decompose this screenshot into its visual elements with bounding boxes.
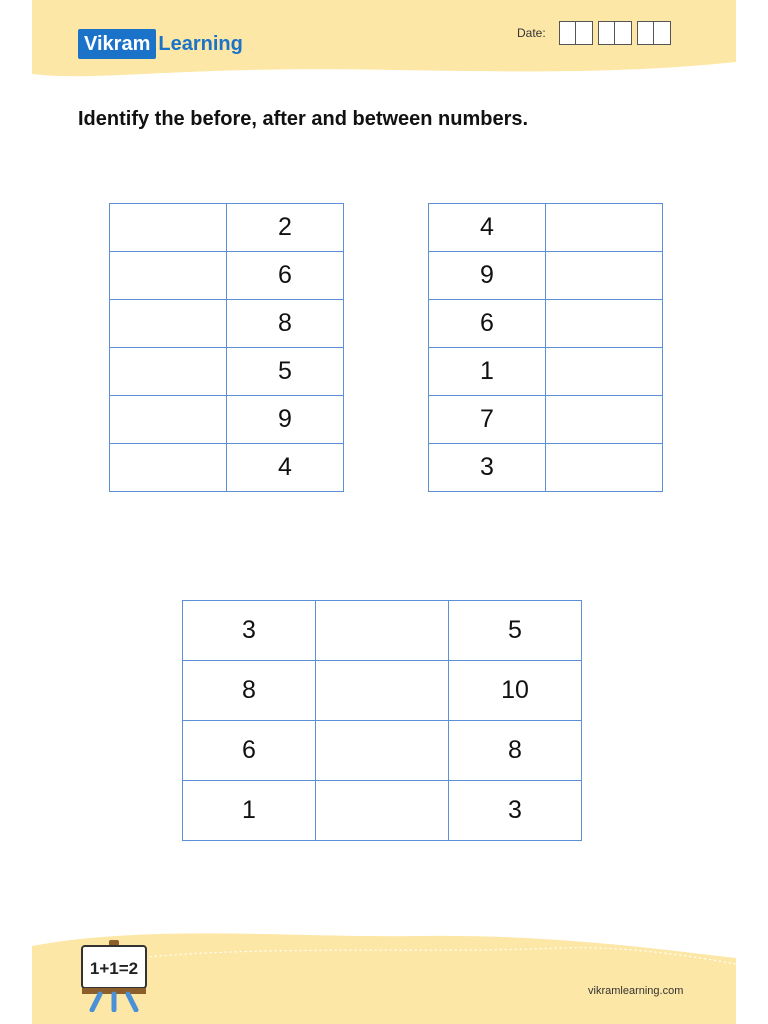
number-cell: 5 <box>449 601 582 661</box>
date-box[interactable] <box>575 21 593 45</box>
worksheet-title: Identify the before, after and between numbers. <box>78 108 529 130</box>
table-row <box>183 661 582 721</box>
answer-cell[interactable] <box>316 661 449 721</box>
answer-cell[interactable] <box>110 252 227 300</box>
answer-cell[interactable] <box>546 252 663 300</box>
table-row <box>183 781 582 841</box>
table-row <box>429 204 663 252</box>
number-cell: 2 <box>227 204 344 252</box>
number-cell: 3 <box>183 601 316 661</box>
number-cell: 1 <box>183 781 316 841</box>
number-cell: 8 <box>449 721 582 781</box>
date-box[interactable] <box>559 21 577 45</box>
brand-logo <box>78 28 243 60</box>
footer-url[interactable]: vikramlearning.com <box>588 985 684 997</box>
table-row <box>110 396 344 444</box>
table-row <box>110 444 344 492</box>
logo-text: Learning <box>158 33 243 55</box>
table-row <box>110 348 344 396</box>
number-cell: 9 <box>429 252 546 300</box>
number-cell: 1 <box>429 348 546 396</box>
answer-cell[interactable] <box>110 396 227 444</box>
table-row <box>110 204 344 252</box>
board-text: 1+1=2 <box>89 959 139 978</box>
answer-cell[interactable] <box>546 204 663 252</box>
number-cell: 5 <box>227 348 344 396</box>
table-row <box>183 721 582 781</box>
date-label: Date: <box>517 26 546 40</box>
after-table <box>428 203 663 492</box>
table-row <box>429 300 663 348</box>
answer-cell[interactable] <box>316 781 449 841</box>
date-boxes <box>560 21 677 45</box>
answer-cell[interactable] <box>546 300 663 348</box>
date-box[interactable] <box>653 21 671 45</box>
answer-cell[interactable] <box>316 721 449 781</box>
number-cell: 6 <box>183 721 316 781</box>
number-cell: 8 <box>183 661 316 721</box>
table-row <box>429 396 663 444</box>
number-cell: 3 <box>449 781 582 841</box>
table-row <box>429 348 663 396</box>
answer-cell[interactable] <box>110 204 227 252</box>
number-cell: 4 <box>227 444 344 492</box>
answer-cell[interactable] <box>546 396 663 444</box>
number-cell: 6 <box>227 252 344 300</box>
answer-cell[interactable] <box>110 444 227 492</box>
math-board-icon <box>78 940 150 1012</box>
number-cell: 8 <box>227 300 344 348</box>
date-box[interactable] <box>614 21 632 45</box>
number-cell: 9 <box>227 396 344 444</box>
number-cell: 6 <box>429 300 546 348</box>
number-cell: 10 <box>449 661 582 721</box>
table-row <box>429 444 663 492</box>
answer-cell[interactable] <box>110 348 227 396</box>
number-cell: 3 <box>429 444 546 492</box>
table-row <box>110 252 344 300</box>
number-cell: 4 <box>429 204 546 252</box>
logo-box-text: Vikram <box>78 29 156 59</box>
date-box[interactable] <box>598 21 616 45</box>
answer-cell[interactable] <box>110 300 227 348</box>
table-row <box>183 601 582 661</box>
between-table <box>182 600 582 841</box>
answer-cell[interactable] <box>316 601 449 661</box>
table-row <box>429 252 663 300</box>
number-cell: 7 <box>429 396 546 444</box>
answer-cell[interactable] <box>546 348 663 396</box>
answer-cell[interactable] <box>546 444 663 492</box>
before-table <box>109 203 344 492</box>
date-box[interactable] <box>637 21 655 45</box>
table-row <box>110 300 344 348</box>
